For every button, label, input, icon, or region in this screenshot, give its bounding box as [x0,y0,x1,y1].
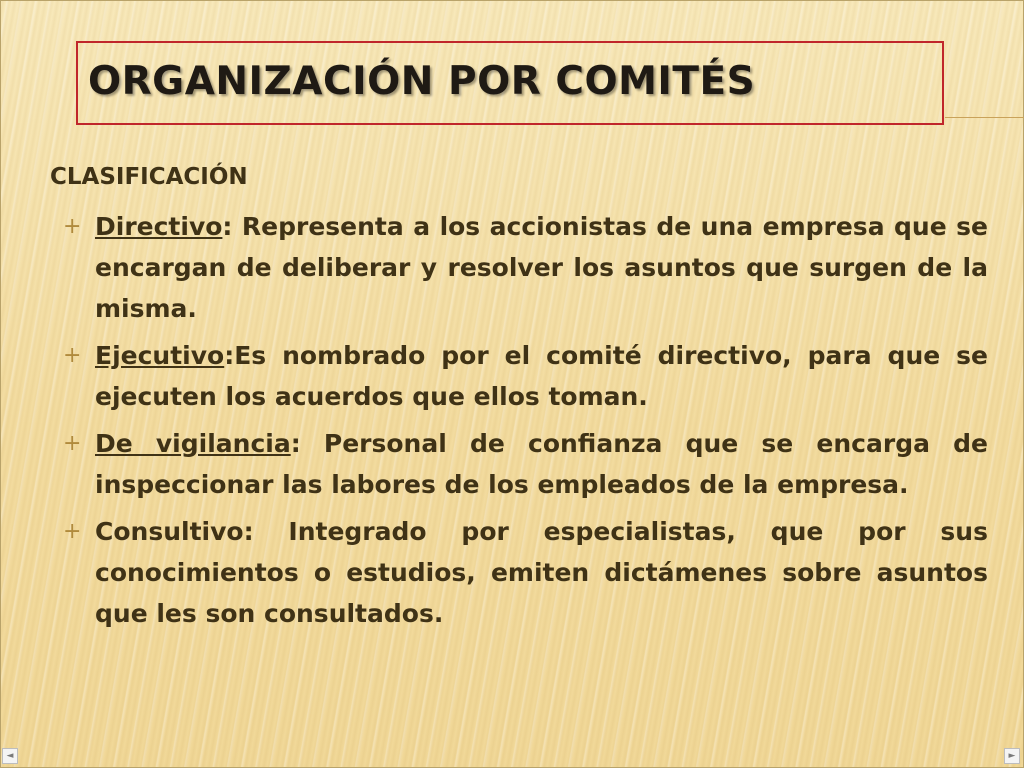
arrow-right-icon: ► [1008,751,1016,761]
arrow-left-icon: ◄ [6,751,14,761]
plus-icon: + [63,519,82,544]
bullet-de-vigilancia [58,423,988,505]
bullet-ejecutivo [58,335,988,417]
plus-icon: + [63,343,82,368]
slide-subtitle: CLASIFICACIÓN [50,164,248,190]
term-directivo: Directivo [95,212,223,241]
term-separator: : [243,517,254,546]
previous-slide-button[interactable] [2,748,18,764]
term-separator: : [224,341,235,370]
title-accent-line [945,117,1024,118]
bullet-text: Personal de confianza que se encarga de inspeccionar las labores de los empleados de la empresa. [95,429,988,499]
slide-title: ORGANIZACIÓN POR COMITÉS [88,59,756,104]
bullet-text: Es nombrado por el comité directivo, para que se ejecuten los acuerdos que ellos toman. [95,341,988,411]
bullet-text: Representa a los accionistas de una empresa que se encargan de deliberar y resolver los asuntos que surgen de la misma. [95,212,988,323]
term-consultivo: Consultivo [95,517,244,546]
term-separator: : [290,429,301,458]
plus-icon: + [63,431,82,456]
bullet-text: Integrado por especialistas, que por sus conocimientos o estudios, emiten dictámenes sobre asuntos que les son consultados. [95,517,988,628]
term-ejecutivo: Ejecutivo [95,341,225,370]
bullet-directivo [58,206,988,329]
title-box [76,41,944,125]
plus-icon: + [63,214,82,239]
bullet-list [58,206,988,640]
term-de-vigilancia: De vigilancia [95,429,291,458]
bullet-consultivo [58,511,988,634]
term-separator: : [222,212,233,241]
next-slide-button[interactable] [1004,748,1020,764]
